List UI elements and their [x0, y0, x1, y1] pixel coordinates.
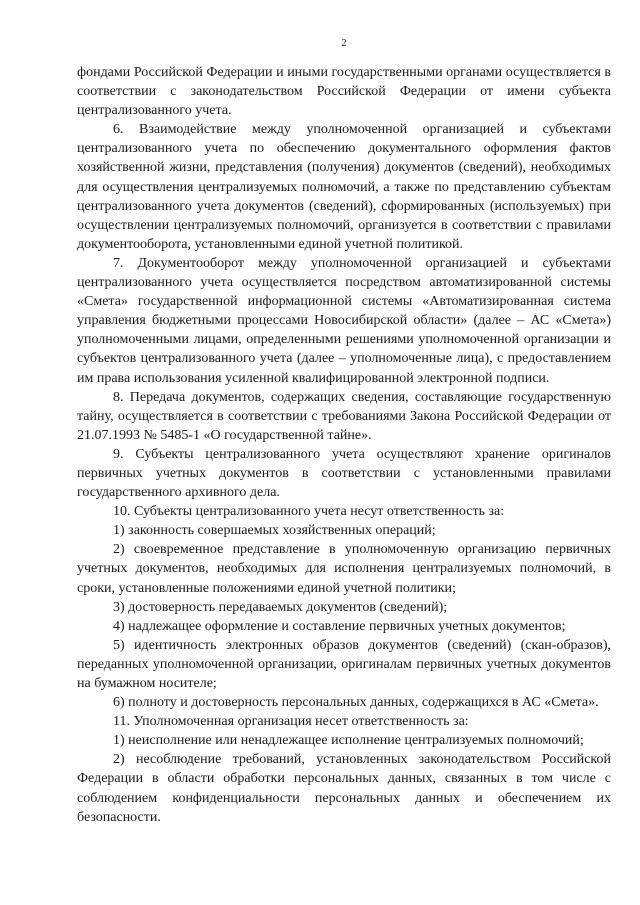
- list-item-10-1: 1) законность совершаемых хозяйственных операций;: [113, 523, 436, 539]
- page-number: 2: [341, 37, 347, 49]
- list-item-11-1: 1) неисполнение или ненадлежащее исполнение централизуемых полномочий;: [113, 733, 584, 749]
- paragraph-item-8: 8. Передача документов, содержащих сведения, составляющие государственную тайну, осуществляется в соответствии с требованиями Закона Российской Федерации от 21.07.1993 № 5485-1 «О государственной тайне».: [77, 389, 611, 443]
- list-item-10-3: 3) достоверность передаваемых документов (сведений);: [113, 599, 448, 615]
- paragraph-continuation: фондами Российской Федерации и иными государственными органами осуществляется в соответствии с законодательством Российской Федерации от имени субъекта централизованного учета.: [77, 65, 611, 119]
- list-item-10-5: 5) идентичность электронных образов документов (сведений) (скан-образов), переданных уполномоченной организации, оригиналам первичных учетных документов на бумажном носителе;: [77, 637, 611, 691]
- paragraph-item-10: 10. Субъекты централизованного учета несут ответственность за:: [113, 504, 505, 520]
- paragraph-item-7: 7. Документооборот между уполномоченной организацией и субъектами централизованного учета осуществляется посредством автоматизированной системы «Смета» государственной информационной системы «Автоматизированная система управления бюджетными процессами Новосибирской области» (далее – АС «Смета») уполномоченными лицами, определенными решениями уполномоченной организации и субъектов централизованного учета (далее – уполномоченные лица), с предоставлением им права использования усиленной квалифицированной электронной подписи.: [77, 255, 611, 386]
- list-item-11-2: 2) несоблюдение требований, установленных законодательством Российской Федерации в области обработки персональных данных, связанных в том числе с соблюдением конфиденциальности персональных данных и обеспечением их безопасности.: [77, 752, 611, 825]
- paragraph-item-9: 9. Субъекты централизованного учета осуществляют хранение оригиналов первичных учетных документов в соответствии с установленными правилами государственного архивного дела.: [77, 446, 611, 501]
- list-item-10-4: 4) надлежащее оформление и составление первичных учетных документов;: [113, 618, 566, 634]
- paragraph-item-6: 6. Взаимодействие между уполномоченной организацией и субъектами централизованного учета по обеспечению документального оформления фактов хозяйственной жизни, представления (получения) документов (сведений), необходимых для осуществления централизуемых полномочий, а также по представлению субъектам централизованного учета документов (сведений), сформированных (используемых) при осуществлении централизуемых полномочий, организуется в соответствии с правилами документооборота, установленными единой учетной политикой.: [77, 122, 611, 252]
- list-item-10-6: 6) полноту и достоверность персональных данных, содержащихся в АС «Смета».: [113, 695, 599, 711]
- paragraph-item-11: 11. Уполномоченная организация несет ответственность за:: [113, 714, 469, 730]
- list-item-10-2: 2) своевременное представление в уполномоченную организацию первичных учетных документов, необходимых для исполнения централизуемых полномочий, в сроки, установленные положениями единой учетной политики;: [77, 542, 611, 596]
